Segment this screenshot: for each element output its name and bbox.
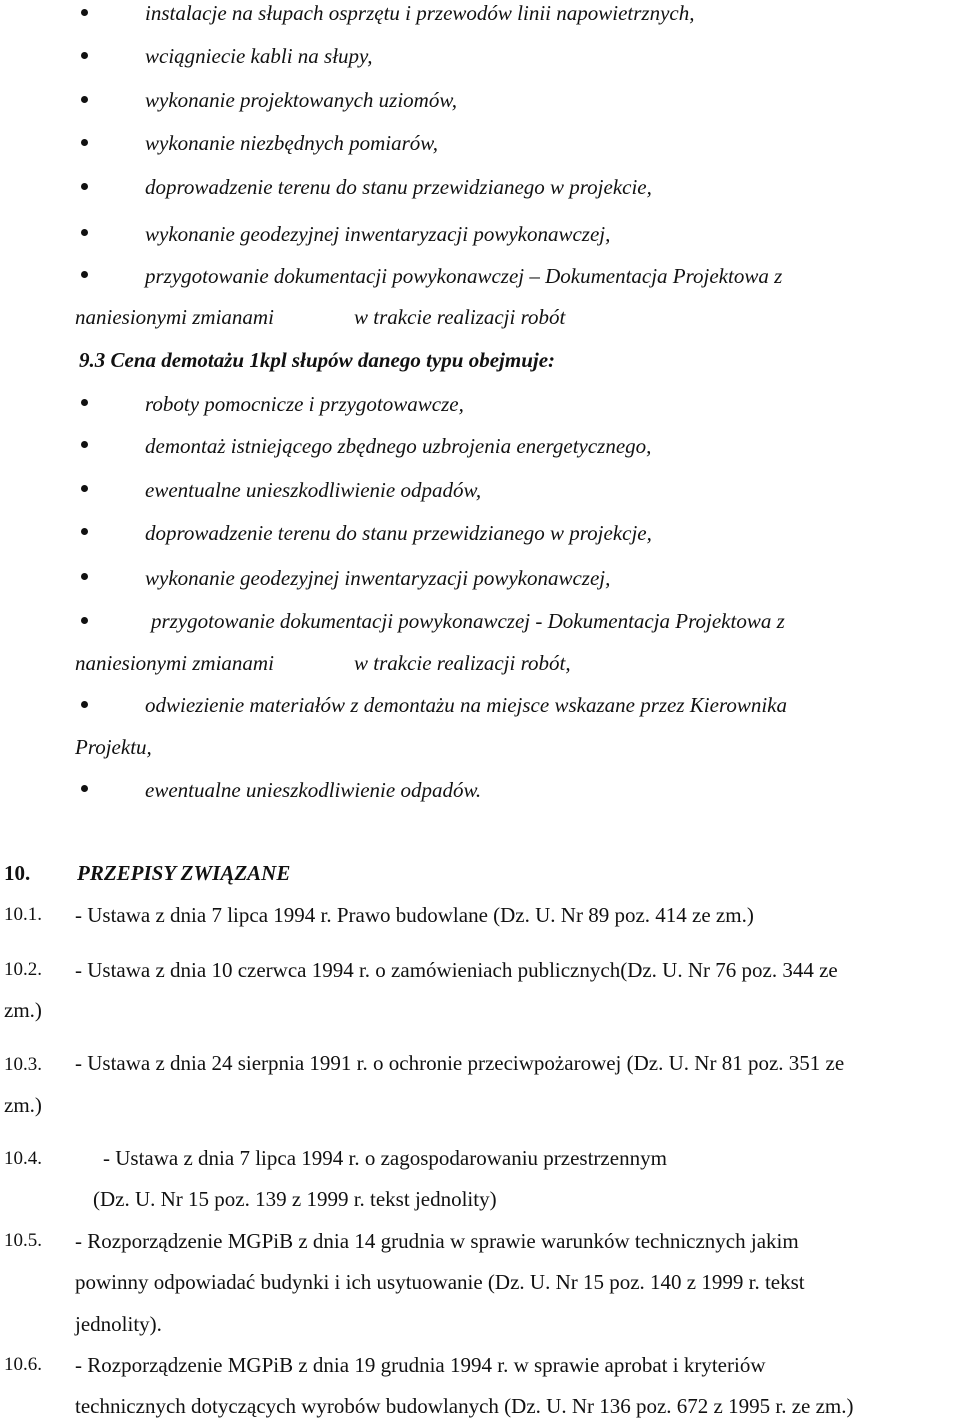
bullet (81, 528, 88, 535)
bullet (81, 485, 88, 492)
bullet (81, 96, 88, 103)
bullet (81, 9, 88, 16)
bullet (81, 617, 88, 624)
list-item: instalacje na słupach osprzętu i przewodów linii napowietrznych, (145, 1, 695, 25)
bullet (81, 701, 88, 708)
regulation-number: 10.2. (4, 959, 42, 980)
section-heading: 9.3 Cena demotażu 1kpl słupów danego typu obejmuje: (79, 348, 556, 372)
list-item: wykonanie projektowanych uziomów, (145, 88, 458, 112)
bullet (81, 573, 88, 580)
bullet (81, 399, 88, 406)
regulation-text: jednolity). (75, 1312, 162, 1336)
regulation-number: 10.1. (4, 904, 42, 925)
list-item: wykonanie niezbędnych pomiarów, (145, 131, 438, 155)
regulation-number: 10.6. (4, 1354, 42, 1375)
regulation-text: - Ustawa z dnia 24 sierpnia 1991 r. o ochronie przeciwpożarowej (Dz. U. Nr 81 poz. 351 ze (75, 1051, 845, 1075)
list-item: przygotowanie dokumentacji powykonawczej – Dokumentacja Projektowa z (145, 264, 783, 288)
bullet (81, 52, 88, 59)
regulation-text: - Rozporządzenie MGPiB z dnia 14 grudnia w sprawie warunków technicznych jakim (75, 1229, 799, 1253)
list-item: ewentualne unieszkodliwienie odpadów, (145, 478, 482, 502)
list-item-continuation: naniesionymi zmianami (75, 651, 274, 675)
regulation-number: 10.3. (4, 1054, 42, 1075)
regulation-text: - Ustawa z dnia 10 czerwca 1994 r. o zamówieniach publicznych(Dz. U. Nr 76 poz. 344 ze (75, 958, 838, 982)
list-item-continuation: w trakcie realizacji robót (354, 305, 566, 329)
regulation-text: technicznych dotyczących wyrobów budowlanych (Dz. U. Nr 136 poz. 672 z 1995 r. ze zm.) (75, 1394, 854, 1418)
regulation-text: zm.) (4, 1093, 42, 1117)
regulation-text: powinny odpowiadać budynki i ich usytuowanie (Dz. U. Nr 15 poz. 140 z 1999 r. tekst (75, 1270, 805, 1294)
list-item: demontaż istniejącego zbędnego uzbrojenia energetycznego, (145, 434, 652, 458)
list-item: wciągniecie kabli na słupy, (145, 44, 373, 68)
regulation-text: - Rozporządzenie MGPiB z dnia 19 grudnia 1994 r. w sprawie aprobat i kryteriów (75, 1353, 766, 1377)
list-item-continuation: w trakcie realizacji robót, (354, 651, 571, 675)
list-item: roboty pomocnicze i przygotowawcze, (145, 392, 464, 416)
list-item-continuation: naniesionymi zmianami (75, 305, 274, 329)
bullet (81, 139, 88, 146)
bullet (81, 441, 88, 448)
list-item: przygotowanie dokumentacji powykonawczej - Dokumentacja Projektowa z (151, 609, 785, 633)
list-item: doprowadzenie terenu do stanu przewidzianego w projekcie, (145, 175, 652, 199)
bullet (81, 183, 88, 190)
list-item: wykonanie geodezyjnej inwentaryzacji powykonawczej, (145, 566, 611, 590)
list-item: wykonanie geodezyjnej inwentaryzacji powykonawczej, (145, 222, 611, 246)
bullet (81, 229, 88, 236)
list-item: doprowadzenie terenu do stanu przewidzianego w projekcje, (145, 521, 652, 545)
list-item-continuation: Projektu, (75, 735, 152, 759)
bullet (81, 785, 88, 792)
list-item: odwiezienie materiałów z demontażu na miejsce wskazane przez Kierownika (145, 693, 787, 717)
regulation-number: 10.4. (4, 1148, 42, 1169)
regulation-number: 10.5. (4, 1230, 42, 1251)
list-item: ewentualne unieszkodliwienie odpadów. (145, 778, 482, 802)
section-number: 10. (4, 861, 31, 885)
regulation-text: zm.) (4, 998, 42, 1022)
section-title: PRZEPISY ZWIĄZANE (77, 861, 291, 885)
regulation-text: - Ustawa z dnia 7 lipca 1994 r. o zagospodarowaniu przestrzennym (103, 1146, 667, 1170)
bullet (81, 271, 88, 278)
regulation-text: - Ustawa z dnia 7 lipca 1994 r. Prawo budowlane (Dz. U. Nr 89 poz. 414 ze zm.) (75, 903, 754, 927)
regulation-text: (Dz. U. Nr 15 poz. 139 z 1999 r. tekst jednolity) (93, 1187, 497, 1211)
